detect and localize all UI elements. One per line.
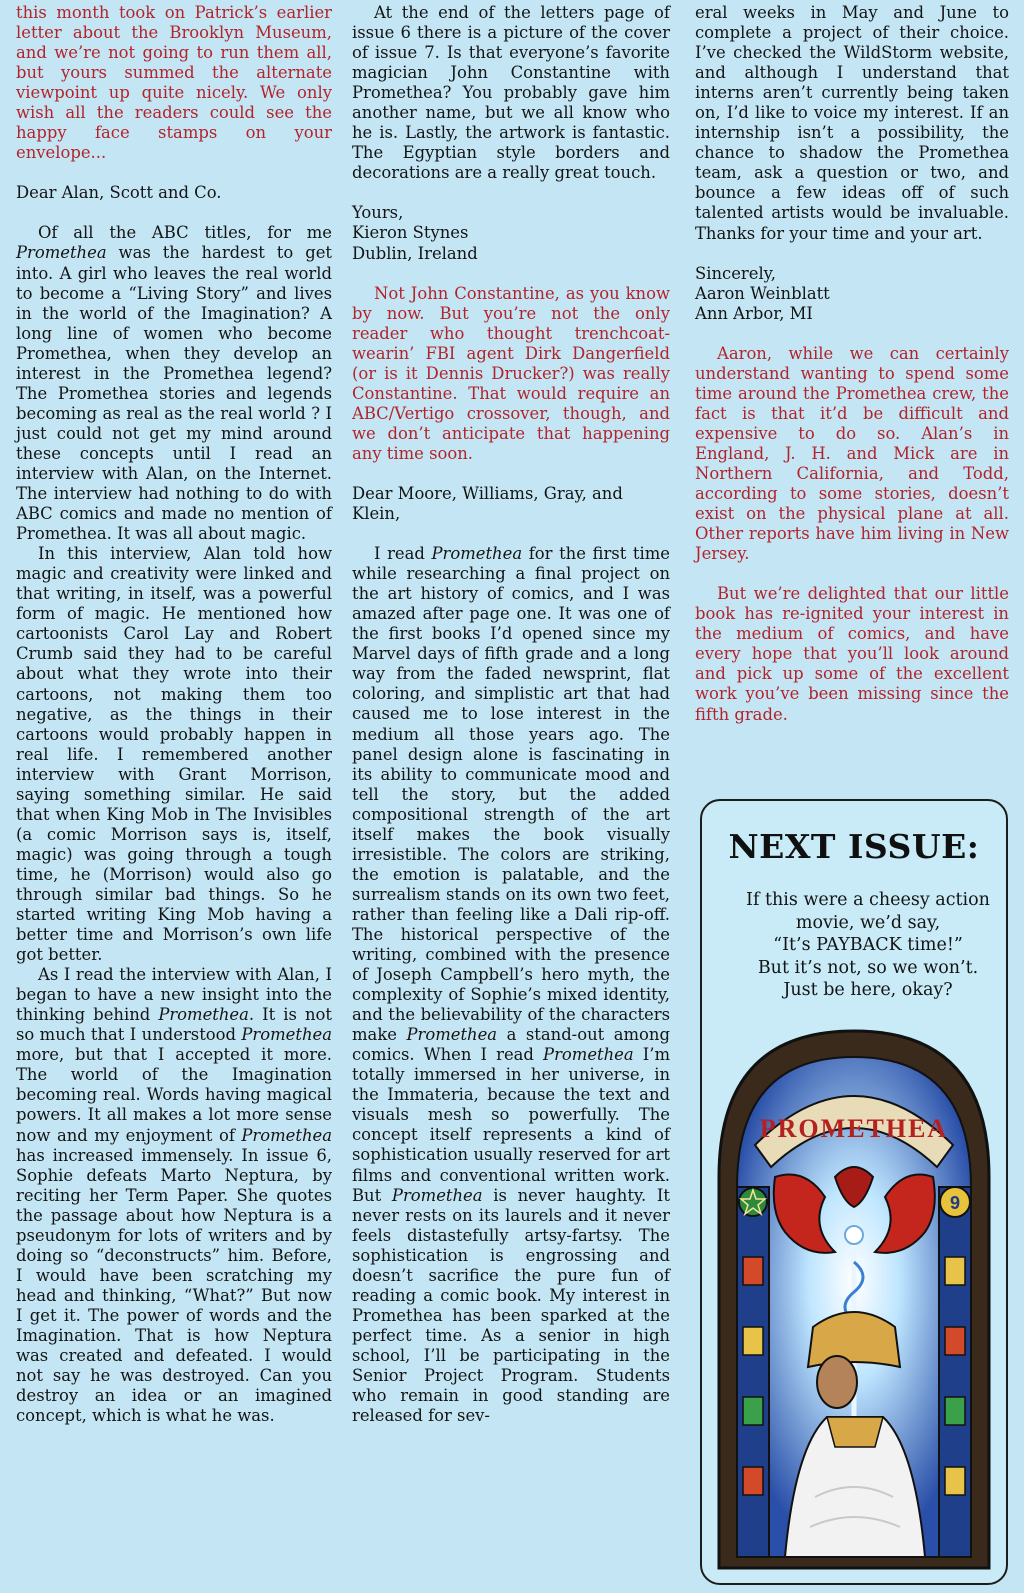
next-issue-blurb: [738, 889, 998, 1002]
letter-paragraph: [16, 965, 332, 1426]
letter-paragraph: eral weeks in May and June to complete a project of their choice. I’ve checked the WildStorm website, and although I understand that interns aren’t currently being taken on, I’d like to voice my interest. If an internship isn’t a possibility, the chance to shadow the Promethea team, ask a question or two, and bounce a few ideas off of such talented artists would be invaluable. Thanks for your time and your art.: [695, 3, 1009, 243]
caduceus-orb: [845, 1226, 863, 1244]
text-run: has increased immensely. In issue 6, Sophie defeats Marto Neptura, by reciting her Term Paper. She quotes the passage about how Neptura is a pseudonym for lots of writers and by doing so “deconstructs” him. Before, I would have been scratching my head and thinking, “What?” But now I get it. The power of words and the Imagination. That is how Neptura was created and defeated. I would not say he was destroyed. Can you destroy an idea or an imagined concept, which is what he was.: [16, 1145, 332, 1426]
signer-name: Aaron Weinblatt: [695, 283, 830, 303]
salutation-moore-williams: Dear Moore, Williams, Gray, and Klein,: [352, 483, 623, 524]
blurb-line: If this were a cheesy action movie, we’d say,: [746, 890, 990, 933]
letters-column-2: [352, 3, 670, 1426]
next-issue-title: NEXT ISSUE:: [728, 827, 980, 866]
letter-paragraph: In this interview, Alan told how magic and creativity were linked and that writing, in itself, was a powerful form of magic. He mentioned how cartoonists Carol Lay and Robert Crumb said they had to be careful about what they wrote into their cartoons, not making them too negative, as the things in their cartoons would probably happen in real life. I remembered another interview with Grant Morrison, saying something similar. He said that when King Mob in The Invisibles (a comic Morrison says is, itself, magic) was going through a tough time, he (Morrison) would also go through similar bad things. So he started writing King Mob having a better time and Morrison’s own life got better.: [16, 544, 332, 965]
editor-reply-kieron: Not John Constantine, as you know by now. But you’re not the only reader who thought trenchcoat-wearin’ FBI agent Dirk Dangerfield (or is it Dennis Drucker?) was really Constantine. That would require an ABC/Vertigo crossover, though, and we don’t anticipate that happening any time soon.: [352, 283, 670, 463]
signer-place: Dublin, Ireland: [352, 243, 478, 263]
blurb-line: Just be here, okay?: [783, 980, 953, 1000]
signer-name: Kieron Stynes: [352, 223, 469, 243]
figure-headdress: [808, 1312, 900, 1367]
title-italic: Promethea: [241, 1125, 332, 1145]
next-issue-box: [700, 799, 1008, 1585]
text-run: As I read the interview with Alan, I began to have a new insight into the thinking behind: [16, 965, 332, 1025]
text-run: I read: [374, 544, 432, 564]
title-italic: Promethea: [241, 1025, 332, 1045]
text-run: a stand-out among comics. When I read: [352, 1025, 670, 1065]
letters-column-3: [695, 3, 1009, 725]
letter-paragraph: [352, 544, 670, 1426]
letter-paragraph: At the end of the letters page of issue 6 there is a picture of the cover of issue 7. Is that everyone’s favorite magician John Constantine with Promethea? You probably gave him another name, but we all know who he is. Lastly, the artwork is fantastic. The Egyptian style borders and decorations are a really great touch.: [352, 3, 670, 183]
title-italic: Promethea: [406, 1025, 498, 1045]
signoff: Yours,: [352, 203, 404, 223]
title-italic: Promethea: [543, 1045, 634, 1065]
editor-reply-aaron-2: But we’re delighted that our little book has re-ignited your interest in the medium of comics, and have every hope that you’ll look around and pick up some of the excellent work you’ve been missing since the fifth grade.: [695, 584, 1009, 724]
blurb-line: But it’s not, so we won’t.: [757, 957, 979, 978]
blurb-line: “It’s PAYBACK time!”: [773, 935, 963, 955]
signoff: Sincerely,: [695, 263, 776, 283]
editor-reply-patrick: this month took on Patrick’s earlier letter about the Brooklyn Museum, and we’re not going to run them all, but yours summed the alternate viewpoint up quite nicely. We only wish all the readers could see the happy face stamps on your envelope...: [16, 3, 332, 163]
text-run: I’m totally immersed in her universe, in the Immateria, because the text and visuals mesh so powerfully. The concept itself represents a kind of sophistication usually reserved for art films and conventional written work. But: [352, 1045, 670, 1205]
letter-paragraph: [16, 223, 332, 544]
salutation-alan-scott: Dear Alan, Scott and Co.: [16, 183, 222, 203]
text-run: is never haughty. It never rests on its laurels and it never feels distastefully artsy-fartsy. The sophistication is engrossing and doesn’t sacrifice the pure fun of reading a comic book. My interest in Promethea has been sparked at the perfect time. As a senior in high school, I’ll be participating in the Senior Project Program. Students who remain in good standing are released for sev-: [352, 1185, 670, 1426]
signer-place: Ann Arbor, MI: [695, 303, 813, 323]
next-issue-cover: [715, 1027, 993, 1572]
cover-right-border: [939, 1187, 971, 1557]
text-run: Of all the ABC titles, for me: [38, 223, 332, 243]
figure-face: [817, 1356, 857, 1408]
editor-reply-aaron: Aaron, while we can certainly understand wanting to spend some time around the Promethea crew, the fact is that it’d be difficult and expensive to do so. Alan’s in England, J. H. and Mick are in Northern California, and Todd, according to some stories, doesn’t exist on the physical plane at all. Other reports have him living in New Jersey.: [695, 343, 1009, 564]
text-run: for the first time while researching a final project on the art history of comics, and I was amazed after page one. It was one of the first books I’d opened since my Marvel days of fifth grade and a long way from the faded newsprint, flat coloring, and simplistic art that had caused me to lose interest in the medium all those years ago. The panel design alone is fascinating in its ability to communicate mood and tell the story, but the added compositional strength of the art itself makes the book visually irresistible. The colors are striking, the emotion is palatable, and the surrealism stands on its own two feet, rather than feeling like a Dali rip-off. The historical perspective of the writing, combined with the presence of Joseph Campbell’s hero myth, the complexity of Sophie’s mixed identity, and the believability of the characters make: [352, 544, 670, 1045]
text-run: . It is not so much that I understood: [16, 1005, 332, 1045]
title-italic: Promethea: [16, 243, 107, 263]
cover-issue-number: 9: [949, 1193, 961, 1213]
text-run: more, but that I accepted it more. The world of the Imagination becoming real. Words having magical powers. It all makes a lot more sense now and my enjoyment of: [16, 1045, 332, 1145]
title-italic: Promethea: [431, 544, 523, 564]
title-italic: Promethea: [158, 1005, 249, 1025]
letters-column-1: [16, 3, 332, 1426]
figure-collar: [827, 1417, 883, 1447]
cover-left-border: [737, 1187, 769, 1557]
title-italic: Promethea: [391, 1185, 483, 1205]
text-run: was the hardest to get into. A girl who leaves the real world to become a “Living Story” and lives in the world of the Imagination? A long line of women who become Promethea, when they develop an interest in the Promethea legend? The Promethea stories and legends becoming as real as the real world ? I just could not get my mind around these concepts until I read an interview with Alan, on the Internet. The interview had nothing to do with ABC comics and made no mention of Promethea. It was all about magic.: [16, 243, 332, 544]
cover-logo: PROMETHEA: [759, 1114, 949, 1143]
